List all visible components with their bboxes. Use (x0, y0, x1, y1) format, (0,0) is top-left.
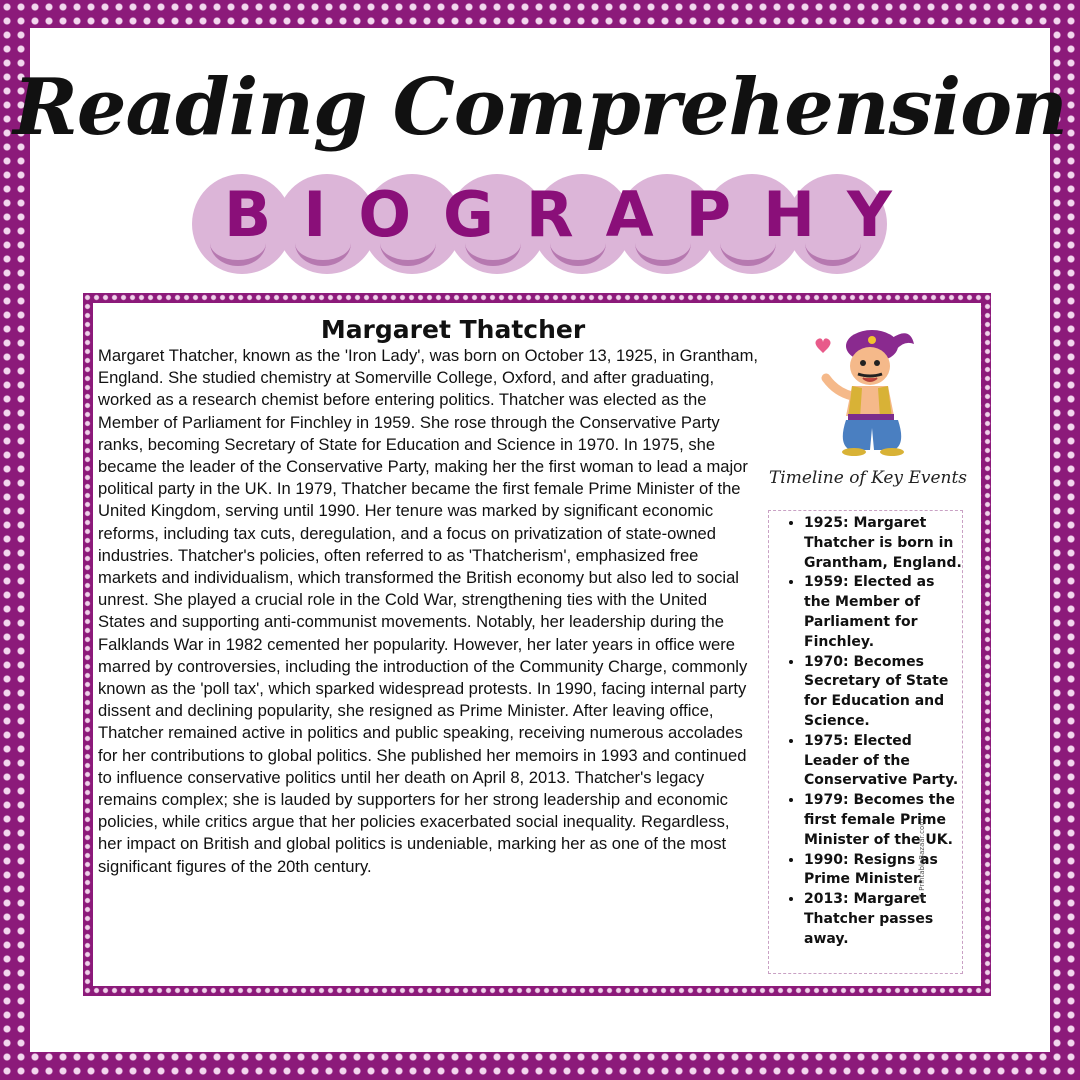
timeline-item: • 1975: Elected Leader of the Conservative Party. (804, 732, 962, 791)
mascot-icon (800, 318, 950, 458)
page-title: Reading Comprehension (13, 62, 1067, 153)
timeline-title: Timeline of Key Events (768, 468, 968, 488)
timeline-item: • 1959: Elected as the Member of Parliament for Finchley. (804, 573, 962, 652)
biography-name: Margaret Thatcher (320, 315, 586, 344)
timeline-item: • 1990: Resigns as Prime Minister. (804, 851, 962, 891)
timeline-item: • 1970: Becomes Secretary of State for Education and Science. (804, 653, 962, 732)
page-subtitle: BIOGRAPHY (224, 178, 924, 251)
timeline-list (769, 511, 962, 950)
biography-text: Margaret Thatcher, known as the 'Iron Lady', was born on October 13, 1925, in Grantham, England. She studied chemistry at Somerville College, Oxford, and after graduating, worked as a research chemist before entering politics. Thatcher was elected as the Member of Parliament for Finchley in 1959. She rose through the Conservative Party ranks, becoming Secretary of State for Education and Science in 1970. In 1975, she became the leader of the Conservative Party, making her the first woman to lead a major political party in the UK. In 1979, Thatcher became the first female Prime Minister of the United Kingdom, serving until 1990. Her tenure was marked by significant economic reforms, including tax cuts, deregulation, and a focus on privatization of state-owned industries. Thatcher's policies, often referred to as 'Thatcherism', emphasized free markets and individualism, which transformed the British economy but also led to social unrest. She played a crucial role in the Cold War, strengthening ties with the United States and supporting anti-communist movements. Notably, her leadership during the Falklands War in 1982 cemented her popularity. However, her later years in office were marred by controversies, including the introduction of the Community Charge, commonly known as the 'poll tax', which sparked widespread protests. In 1990, facing internal party dissent and declining popularity, she resigned as Prime Minister. After leaving office, Thatcher remained active in politics and public speaking, receiving numerous accolades for her contributions to global politics. She published her memoirs in 1993 and continued to influence conservative politics until her death on April 8, 2013. Thatcher's legacy remains complex; she is lauded by supporters for her strong leadership and economic policies, while critics argue that her policies exacerbated social inequality. Regardless, her impact on British and global politics is undeniable, marking her as one of the most significant figures of the 20th century. (98, 346, 759, 876)
timeline-item: • 1925: Margaret Thatcher is born in Grantham, England. (804, 514, 962, 573)
timeline-box (768, 510, 963, 974)
credit-text: © PrintableBazaar.com (918, 818, 926, 900)
timeline-item: • 1979: Becomes the first female Prime Minister of the UK. (804, 791, 962, 850)
timeline-item: • 2013: Margaret Thatcher passes away. (804, 890, 962, 949)
